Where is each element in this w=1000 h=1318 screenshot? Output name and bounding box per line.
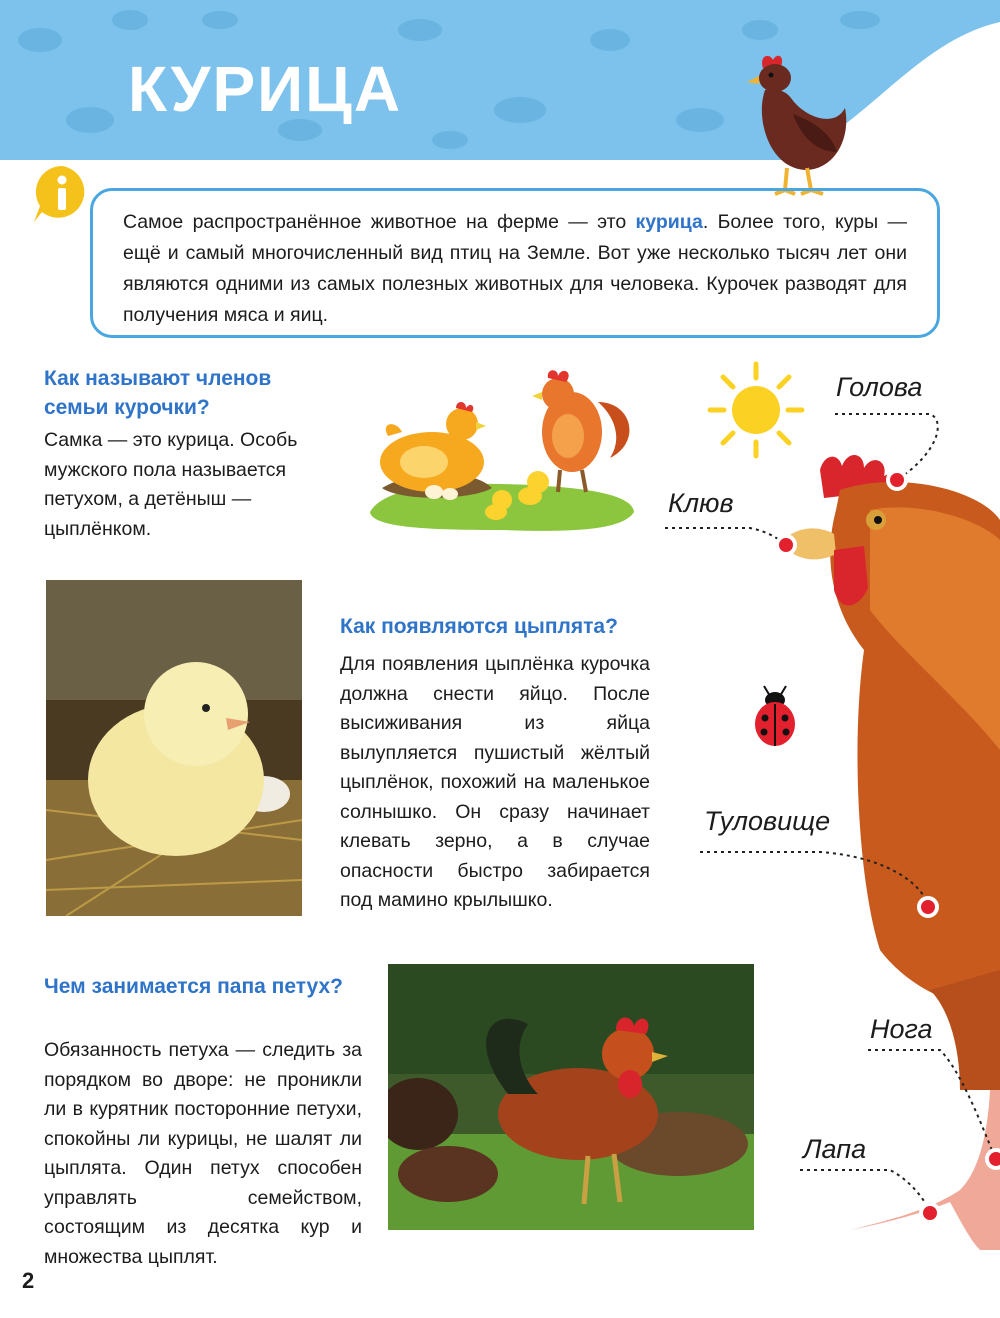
label-leg: Нога	[870, 1014, 933, 1044]
label-beak: Клюв	[668, 488, 734, 518]
chicks-text: Для появления цыплёнка курочка должна снести яйцо. После высиживания из яйца вылупляется пушистый жёлтый цыплёнок, похожий на маленькое солнышко. Он сразу начинает клевать зерно, а в случае опасности быстро забирается под мамино крылышко.	[340, 653, 650, 911]
chicks-heading: Как появляются цыплята?	[340, 615, 618, 638]
intro-highlight: курица	[635, 211, 703, 233]
page-title: КУРИЦА	[128, 53, 403, 125]
intro-text-end: . Более того, куры — ещё и самый многочисленный вид птиц на Земле. Вот уже несколько тысяч лет они являются одними из самых полезных животных для человека. Курочек разводят для получения мяса и яиц.	[123, 211, 907, 326]
intro-text-start: Самое распространённое животное на ферме — это	[123, 211, 636, 233]
label-paw: Лапа	[803, 1134, 867, 1164]
rooster-heading: Чем занимается папа петух?	[44, 975, 343, 998]
rooster-text: Обязанность петуха — следить за порядком во дворе: не проникли ли в курятник посторонние петухи, спокойны ли курицы, не шалят ли цыплята. Один петух способен управлять семейством, состоящим из десятка кур и множества цыплят.	[44, 1039, 362, 1268]
label-body: Туловище	[704, 806, 831, 836]
family-text: Самка — это курица. Особь мужского пола называется петухом, а детёныш — цыплёнком.	[44, 429, 298, 540]
page-number: 2	[22, 1268, 35, 1293]
label-head: Голова	[836, 372, 923, 402]
family-heading: Как называют членов семьи курочки?	[44, 367, 272, 419]
